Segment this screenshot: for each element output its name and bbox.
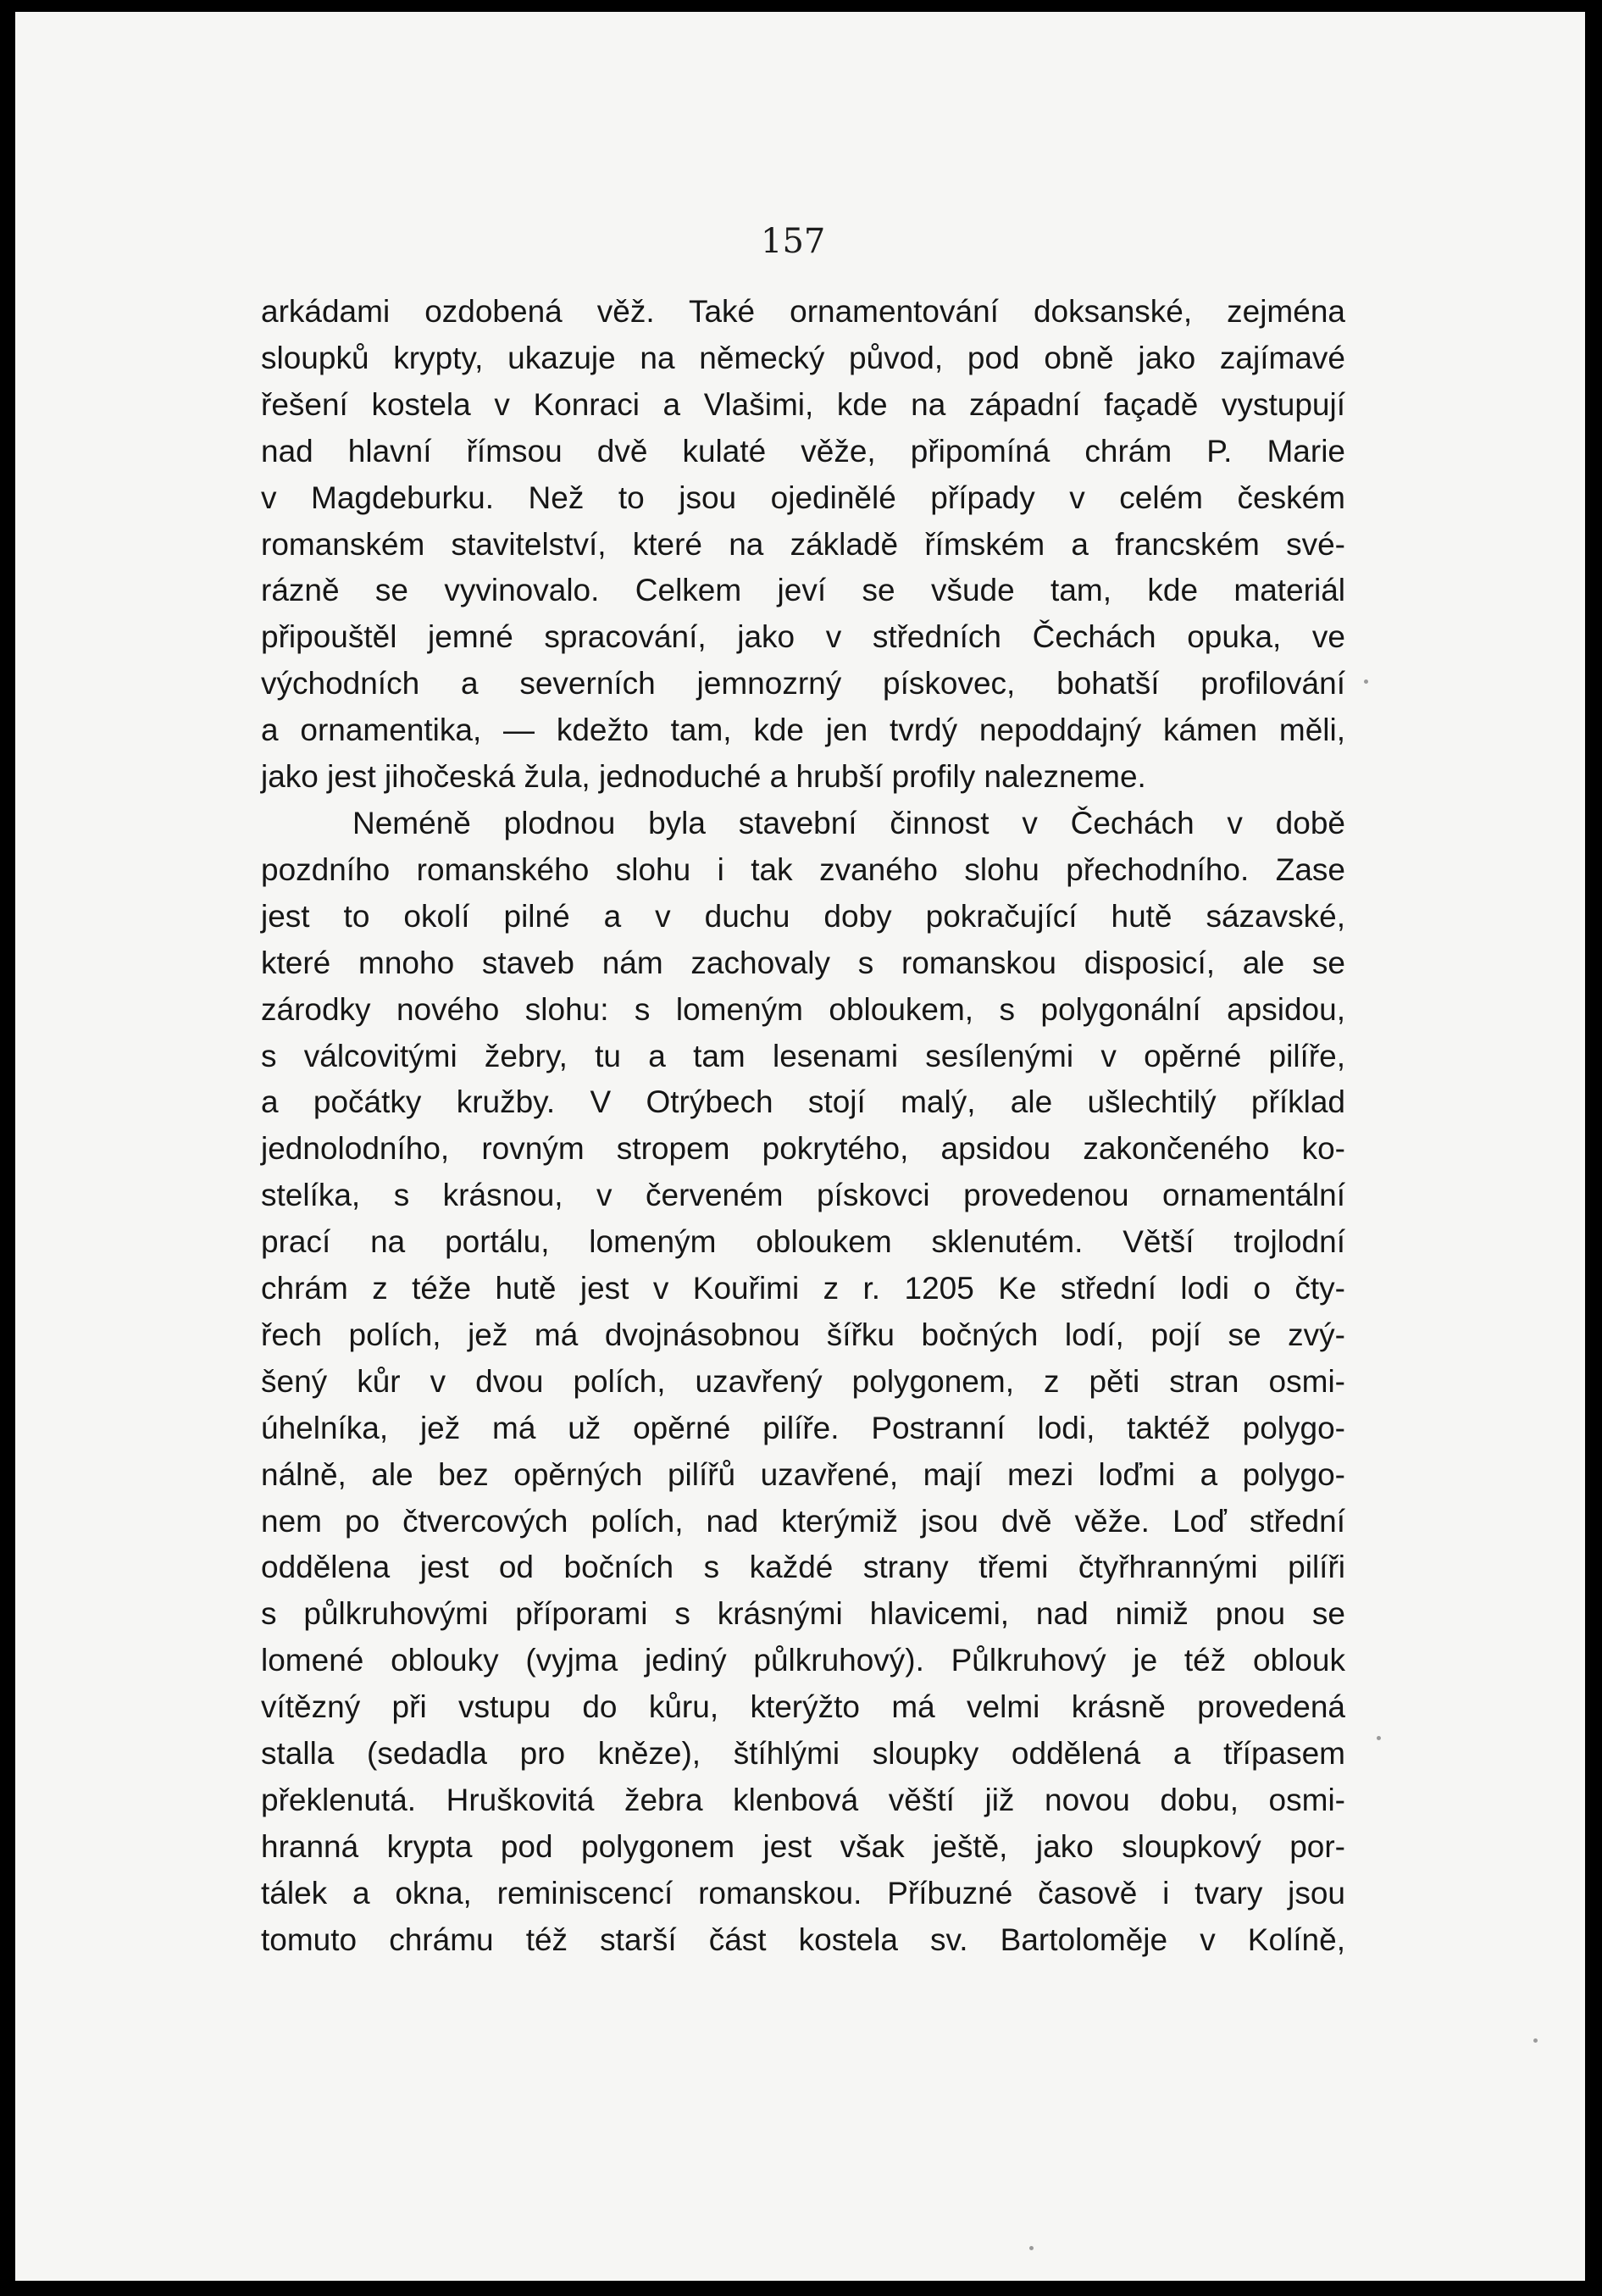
text-line: lomené oblouky (vyjma jediný půlkruhový). Půlkruhový je též oblouk	[261, 1643, 1345, 1678]
text-line: sloupků krypty, ukazuje na německý původ, pod obně jako zajímavé	[261, 340, 1345, 375]
text-line: pozdního romanského slohu i tak zvaného slohu přechodního. Zase	[261, 851, 1345, 887]
text-line: které mnoho staveb nám zachovaly s romanskou disposicí, ale se	[261, 945, 1345, 980]
text-line: nálně, ale bez opěrných pilířů uzavřené, mají mezi loďmi a polygo-	[261, 1456, 1345, 1492]
text-line: zárodky nového slohu: s lomeným obloukem, s polygonální apsidou,	[261, 991, 1345, 1027]
text-line: jako jest jihočeská žula, jednoduché a hrubší profily nalezneme.	[261, 759, 1146, 795]
text-line: řešení kostela v Konraci a Vlašimi, kde na západní façadě vystupují	[261, 386, 1345, 422]
body-text	[261, 289, 1345, 1964]
text-line: oddělena jest od bočních s každé strany třemi čtyřhrannými pilíři	[261, 1550, 1345, 1585]
text-line: úhelníka, jež má už opěrné pilíře. Postranní lodi, taktéž polygo-	[261, 1410, 1345, 1445]
text-line: stelíka, s krásnou, v červeném pískovci provedenou ornamentální	[261, 1178, 1345, 1213]
paper-speck	[1364, 679, 1368, 684]
text-line: připouštěl jemné spracování, jako v středních Čechách opuka, ve	[261, 619, 1345, 655]
text-line: Neméně plodnou byla stavební činnost v Čechách v době	[352, 805, 1345, 840]
paper-speck	[1029, 2246, 1034, 2250]
text-line: a ornamentika, — kdežto tam, kde jen tvrdý nepoddajný kámen měli,	[261, 713, 1345, 748]
paper-speck	[1533, 2038, 1538, 2043]
text-line: a počátky kružby. V Otrýbech stojí malý, ale ušlechtilý příklad	[261, 1084, 1345, 1120]
text-line: tomuto chrámu též starší část kostela sv. Bartoloměje v Kolíně,	[261, 1922, 1345, 1957]
text-line: chrám z téže hutě jest v Kouřimi z r. 1205 Ke střední lodi o čty-	[261, 1271, 1345, 1306]
text-line: jednolodního, rovným stropem pokrytého, apsidou zakončeného ko-	[261, 1131, 1345, 1167]
text-line: řech polích, jež má dvojnásobnou šířku bočných lodí, pojí se zvý-	[261, 1317, 1345, 1352]
text-line: hranná krypta pod polygonem jest však ještě, jako sloupkový por-	[261, 1828, 1345, 1864]
text-line: východních a severních jemnozrný pískovec, bohatší profilování	[261, 666, 1345, 702]
text-line: v Magdeburku. Než to jsou ojedinělé případy v celém českém	[261, 480, 1345, 515]
text-line: nad hlavní římsou dvě kulaté věže, připomíná chrám P. Marie	[261, 433, 1345, 469]
text-line: nem po čtvercových polích, nad kterýmiž jsou dvě věže. Loď střední	[261, 1503, 1345, 1539]
text-line: vítězný při vstupu do kůru, kterýžto má velmi krásně provedená	[261, 1689, 1345, 1725]
text-line: romanském stavitelství, které na základě římském a francském své-	[261, 526, 1345, 562]
text-line: překlenutá. Hruškovitá žebra klenbová věští již novou dobu, osmi-	[261, 1783, 1345, 1817]
text-line: šený kůr v dvou polích, uzavřený polygonem, z pěti stran osmi-	[261, 1363, 1345, 1399]
text-line: stalla (sedadla pro kněze), štíhlými sloupky oddělená a třípasem	[261, 1736, 1345, 1772]
book-page	[15, 12, 1585, 2281]
text-line: tálek a okna, reminiscencí romanskou. Příbuzné časově i tvary jsou	[261, 1875, 1345, 1911]
text-line: s půlkruhovými příporami s krásnými hlavicemi, nad nimiž pnou se	[261, 1596, 1345, 1632]
text-line: jest to okolí pilné a v duchu doby pokračující hutě sázavské,	[261, 898, 1345, 934]
text-line: arkádami ozdobená věž. Také ornamentování doksanské, zejména	[261, 294, 1345, 329]
text-line: s válcovitými žebry, tu a tam lesenami sesílenými v opěrné pilíře,	[261, 1038, 1345, 1073]
text-line: rázně se vyvinovalo. Celkem jeví se všude tam, kde materiál	[261, 573, 1345, 608]
paper-speck	[1377, 1736, 1381, 1740]
page-number: 157	[761, 222, 826, 261]
text-line: prací na portálu, lomeným obloukem sklenutém. Větší trojlodní	[261, 1224, 1345, 1260]
